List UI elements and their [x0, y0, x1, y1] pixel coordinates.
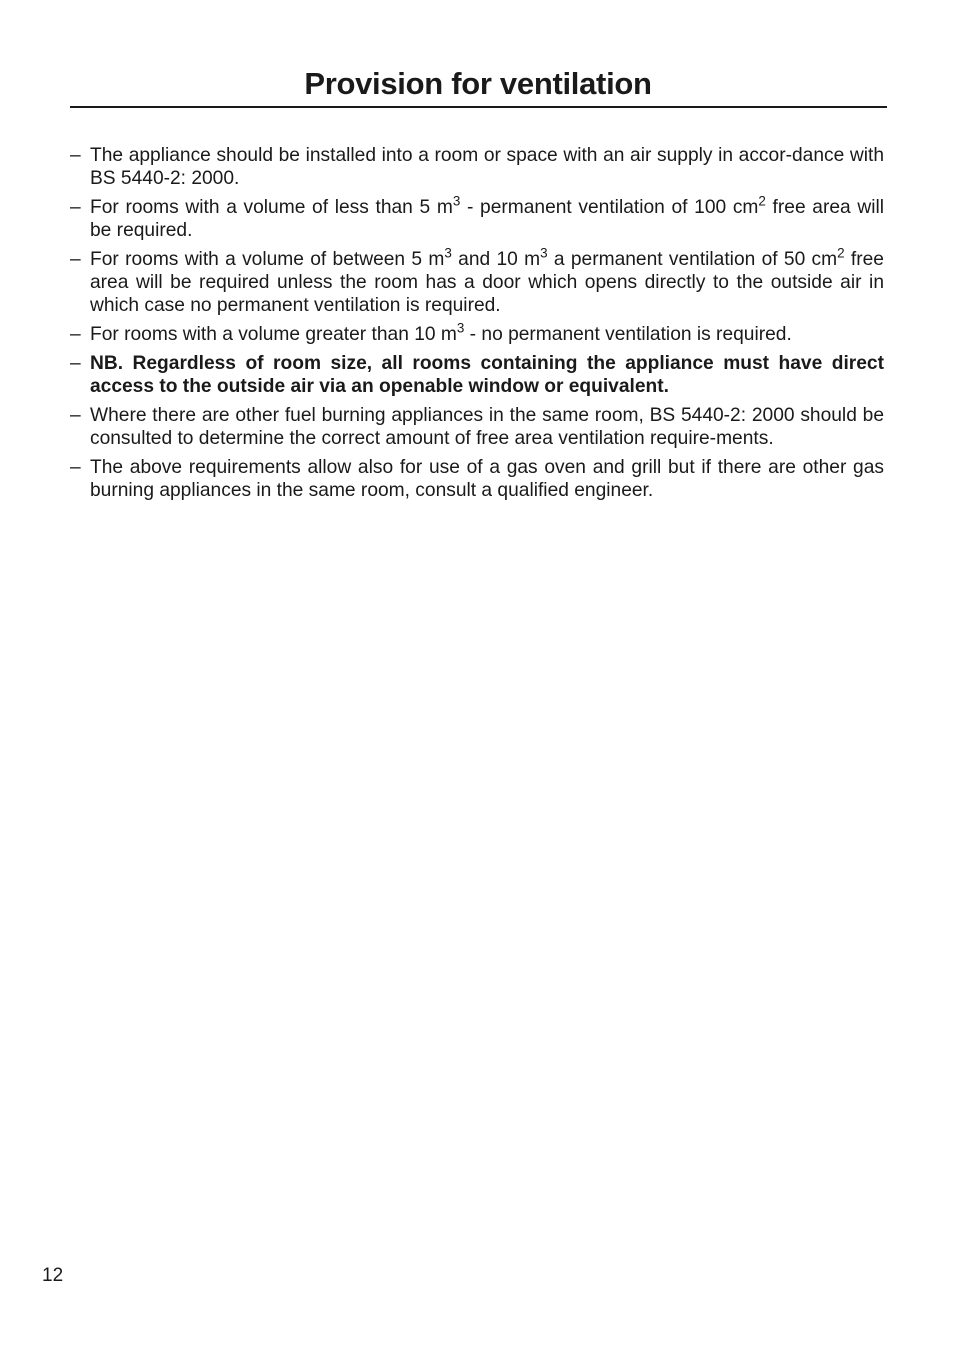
list-dash: – [70, 353, 81, 374]
list-dash: – [70, 457, 81, 478]
superscript: 2 [758, 193, 766, 209]
list-item-text: The appliance should be installed into a room or space with an air supply in accor-dance with BS 5440-2: 2000. [90, 145, 884, 189]
superscript: 3 [456, 320, 465, 336]
list-item [70, 193, 884, 242]
page-number: 12 [42, 1265, 64, 1286]
list-dash: – [70, 405, 81, 426]
list-item-text: For rooms with a volume greater than 10 $m^3$ - no permanent ventilation is required. [90, 320, 792, 345]
list-item [70, 144, 884, 190]
superscript: 3 [452, 193, 461, 209]
list-item [70, 456, 884, 502]
list-item-text: NB. Regardless of room size, all rooms containing the appliance must have direct access to the outside air via an openable window or equivalent. [90, 353, 884, 397]
page-title: Provision for ventilation [304, 66, 652, 101]
list-item [70, 320, 884, 346]
superscript: 3 [540, 245, 548, 261]
list-item-note [70, 352, 884, 398]
list-item-text: For rooms with a volume of between 5 $m^3$ and 10 $m^3$ a permanent ventilation of 50 $cm^2$ free area will be required unless the room has a door which opens directly to the outside air in which case no permanent ventilation is required. [90, 245, 884, 316]
superscript: 2 [837, 245, 845, 261]
list-dash: – [70, 249, 81, 270]
list-item [70, 245, 884, 317]
list-item-text: The above requirements allow also for use of a gas oven and grill but if there are other gas burning appliances in the same room, consult a qualified engineer. [90, 457, 884, 501]
list-item [70, 404, 884, 450]
ventilation-requirements-list [70, 144, 884, 508]
list-dash: – [70, 197, 81, 218]
superscript: 3 [444, 245, 452, 261]
list-item-text: For rooms with a volume of less than 5 $m^3$ - permanent ventilation of 100 $cm^2$ free area will be required. [90, 193, 884, 241]
list-item-text: Where there are other fuel burning appliances in the same room, BS 5440-2: 2000 should be consulted to determine the correct amount of free area ventilation require-ments. [90, 405, 884, 449]
list-dash: – [70, 145, 81, 166]
title-divider [70, 106, 887, 108]
list-dash: – [70, 324, 81, 345]
